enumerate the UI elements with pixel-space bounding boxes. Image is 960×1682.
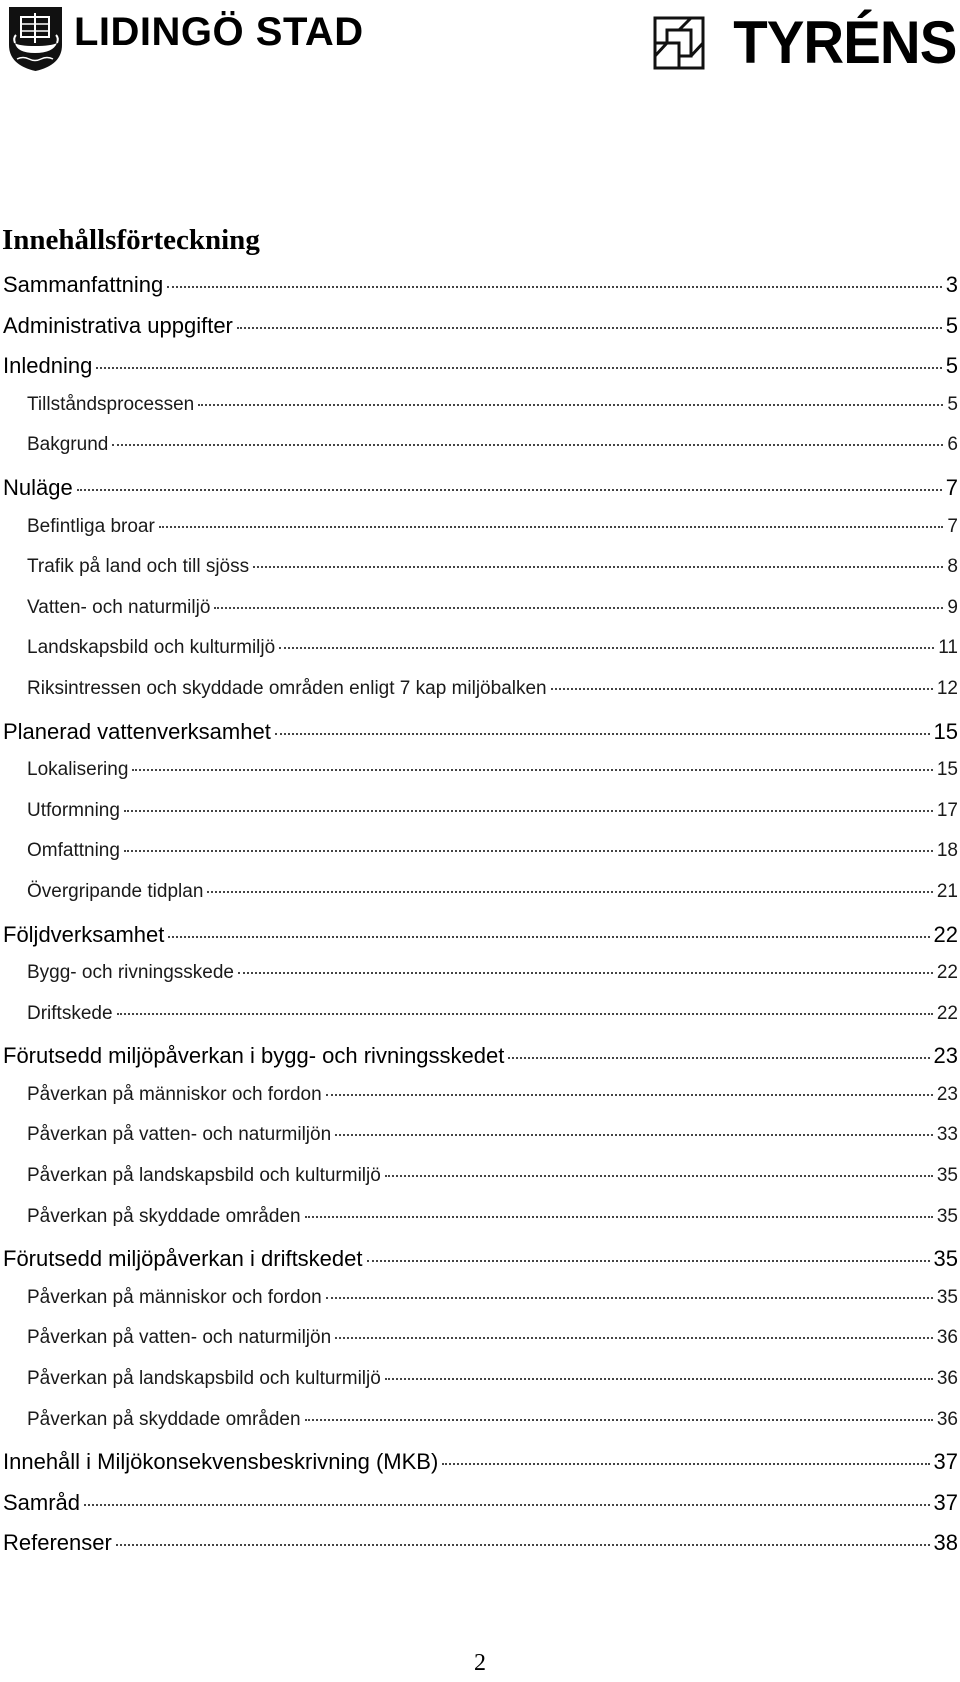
toc-entry-label: Påverkan på skyddade områden (27, 1408, 301, 1430)
toc-dot-leader (551, 688, 933, 690)
toc-entry[interactable] (0, 800, 958, 841)
toc-dot-leader (237, 327, 942, 329)
toc-entry-page: 17 (936, 799, 958, 821)
toc-dot-leader (159, 526, 944, 528)
toc-entry-label: Påverkan på vatten- och naturmiljön (27, 1327, 332, 1349)
toc-entry-page: 7 (945, 474, 958, 500)
toc-entry[interactable] (0, 962, 958, 1003)
toc-entry-page: 12 (936, 677, 958, 699)
toc-entry-page: 8 (947, 556, 958, 578)
toc-dot-leader (116, 1544, 930, 1546)
toc-entry-page: 35 (936, 1165, 958, 1187)
toc-entry[interactable] (0, 1246, 958, 1287)
toc-entry[interactable] (0, 1449, 958, 1490)
toc-entry[interactable] (0, 272, 958, 313)
toc-entry[interactable] (0, 434, 958, 475)
toc-entry-page: 35 (936, 1205, 958, 1227)
toc-entry-page: 9 (947, 596, 958, 618)
toc-entry[interactable] (0, 759, 958, 800)
toc-entry-label: Påverkan på människor och fordon (27, 1286, 322, 1308)
toc-entry-label: Omfattning (27, 840, 120, 862)
toc-entry[interactable] (0, 719, 958, 760)
toc-entry-label: Lokalisering (27, 759, 129, 781)
toc-entry-page: 21 (936, 880, 958, 902)
toc-entry-page: 5 (947, 393, 958, 415)
tyrens-mark-icon (653, 16, 705, 70)
toc-entry[interactable] (0, 1490, 958, 1531)
toc-dot-leader (214, 607, 943, 609)
toc-dot-leader (326, 1094, 933, 1096)
toc-dot-leader (96, 367, 941, 369)
toc-entry[interactable] (0, 678, 958, 719)
toc-dot-leader (279, 647, 934, 649)
toc-entry-label: Påverkan på landskapsbild och kulturmiljö (27, 1368, 381, 1390)
toc-entry-label: Nuläge (3, 474, 73, 500)
toc-entry[interactable] (0, 475, 958, 516)
toc-dot-leader (253, 566, 943, 568)
toc-dot-leader (168, 936, 929, 938)
toc-entry[interactable] (0, 516, 958, 557)
toc-dot-leader (305, 1216, 933, 1218)
toc-entry[interactable] (0, 1206, 958, 1247)
toc-entry[interactable] (0, 1530, 958, 1571)
toc-entry-label: Bygg- och rivningsskede (27, 962, 234, 984)
toc-dot-leader (385, 1175, 933, 1177)
toc-entry[interactable] (0, 556, 958, 597)
toc-entry-label: Utformning (27, 799, 120, 821)
toc-dot-leader (77, 489, 942, 491)
toc-entry-page: 36 (936, 1408, 958, 1430)
toc-entry-label: Innehåll i Miljökonsekvensbeskrivning (MKB) (3, 1449, 439, 1475)
toc-entry-page: 37 (933, 1489, 958, 1515)
toc-dot-leader (385, 1378, 933, 1380)
toc-entry[interactable] (0, 840, 958, 881)
toc-entry-page: 7 (947, 515, 958, 537)
toc-dot-leader (326, 1297, 933, 1299)
toc-entry-label: Referenser (3, 1530, 112, 1556)
toc-entry-page: 23 (933, 1043, 958, 1069)
lidingo-stad-logo (7, 4, 364, 74)
toc-entry-page: 5 (945, 353, 958, 379)
toc-dot-leader (198, 404, 943, 406)
toc-entry-page: 36 (936, 1368, 958, 1390)
toc-entry-label: Bakgrund (27, 434, 109, 456)
toc-entry-label: Övergripande tidplan (27, 880, 204, 902)
toc-entry-page: 15 (936, 759, 958, 781)
toc-entry-page: 36 (936, 1327, 958, 1349)
toc-entry-page: 6 (947, 434, 958, 456)
toc-entry-page: 35 (933, 1246, 958, 1272)
toc-entry-label: Administrativa uppgifter (3, 312, 233, 338)
toc-entry-page: 37 (933, 1449, 958, 1475)
toc-entry-label: Trafik på land och till sjöss (27, 556, 250, 578)
toc-dot-leader (124, 810, 933, 812)
toc-entry-page: 23 (936, 1083, 958, 1105)
toc-entry-page: 38 (933, 1530, 958, 1556)
toc-entry-label: Befintliga broar (27, 515, 155, 537)
toc-entry-label: Påverkan på skyddade områden (27, 1205, 301, 1227)
tyrens-wordmark: TYRÉNS (732, 9, 956, 76)
toc-entry-page: 18 (936, 840, 958, 862)
toc-entry-label: Förutsedd miljöpåverkan i bygg- och rivningsskedet (3, 1043, 505, 1069)
toc-entry-label: Riksintressen och skyddade områden enligt 7 kap miljöbalken (27, 677, 547, 699)
toc-entry-page: 11 (938, 637, 958, 659)
toc-entry[interactable] (0, 922, 958, 963)
toc-dot-leader (112, 444, 943, 446)
toc-entry[interactable] (0, 394, 958, 435)
toc-dot-leader (132, 769, 932, 771)
toc-entry-label: Samråd (3, 1489, 81, 1515)
toc-entry[interactable] (0, 1409, 958, 1450)
toc-entry[interactable] (0, 1165, 958, 1206)
toc-dot-leader (335, 1134, 933, 1136)
toc-entry-page: 33 (936, 1124, 958, 1146)
toc-dot-leader (84, 1504, 929, 1506)
viking-ship-shield-icon (7, 5, 64, 73)
toc-entry[interactable] (0, 1368, 958, 1409)
toc-dot-leader (207, 891, 932, 893)
toc-entry[interactable] (0, 1327, 958, 1368)
toc-entry-label: Vatten- och naturmiljö (27, 596, 211, 618)
toc-dot-leader (305, 1419, 933, 1421)
toc-entry-label: Påverkan på människor och fordon (27, 1083, 322, 1105)
toc-entry-page: 22 (933, 921, 958, 947)
toc-entry[interactable] (0, 1084, 958, 1125)
toc-entry-label: Sammanfattning (3, 272, 164, 297)
toc-entry-label: Planerad vattenverksamhet (3, 718, 271, 744)
page-number: 2 (474, 1650, 486, 1676)
tyrens-logo (653, 9, 956, 76)
toc-entry[interactable] (0, 597, 958, 638)
toc-entry-page: 15 (933, 718, 958, 744)
toc-entry[interactable] (0, 353, 958, 394)
toc-dot-leader (442, 1463, 929, 1465)
toc-entry-label: Följdverksamhet (3, 921, 165, 947)
toc-entry-label: Landskapsbild och kulturmiljö (27, 637, 276, 659)
toc-entry-page: 3 (945, 272, 958, 297)
toc-entry-label: Påverkan på landskapsbild och kulturmiljö (27, 1165, 381, 1187)
toc-dot-leader (124, 850, 933, 852)
toc-dot-leader (508, 1057, 929, 1059)
toc-entry-page: 22 (936, 1002, 958, 1024)
toc-entry[interactable] (0, 313, 958, 354)
toc-entry-page: 22 (936, 962, 958, 984)
toc-entry-label: Påverkan på vatten- och naturmiljön (27, 1124, 332, 1146)
toc-dot-leader (238, 972, 933, 974)
toc-entry-label: Förutsedd miljöpåverkan i driftskedet (3, 1246, 363, 1272)
toc-dot-leader (275, 733, 930, 735)
toc-entry[interactable] (0, 881, 958, 922)
toc-entry-page: 35 (936, 1286, 958, 1308)
toc-entry[interactable] (0, 1287, 958, 1328)
toc-entry-label: Tillståndsprocessen (27, 393, 195, 415)
toc-entry[interactable] (0, 637, 958, 678)
toc-dot-leader (167, 286, 942, 288)
toc-entry-label: Driftskede (27, 1002, 113, 1024)
toc-entry[interactable] (0, 1003, 958, 1044)
toc-entry-label: Inledning (3, 353, 93, 379)
toc-entry-page: 5 (945, 312, 958, 338)
toc-entry[interactable] (0, 1124, 958, 1165)
toc-dot-leader (117, 1013, 933, 1015)
toc-title: Innehållsförteckning (2, 224, 260, 256)
toc-entry[interactable] (0, 1043, 958, 1084)
toc-dot-leader (367, 1260, 930, 1262)
toc-dot-leader (335, 1337, 933, 1339)
table-of-contents (0, 272, 960, 1571)
lidingo-stad-wordmark: LIDINGÖ STAD (74, 9, 364, 54)
